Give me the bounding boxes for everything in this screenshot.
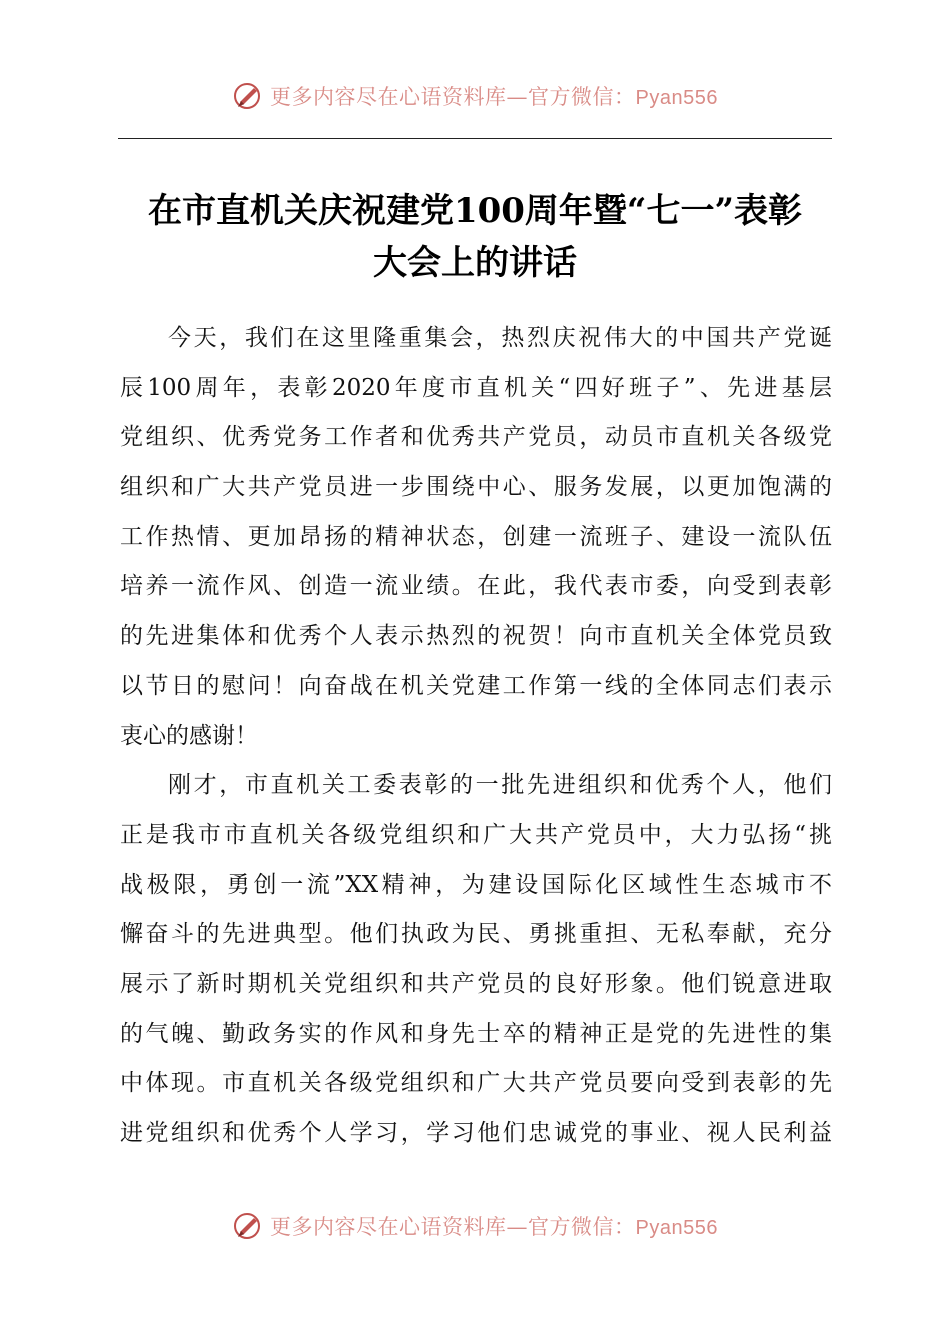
text-line: 正是我市市直机关各级党组织和广大共产党员中，大力弘扬“挑 [120, 821, 832, 848]
text-line: 辰100周年，表彰2020年度市直机关“四好班子”、先进基层 [120, 374, 832, 401]
wechat-id: Pyan556 [635, 87, 718, 109]
watermark-text: 更多内容尽在心语资料库—官方微信：Pyan556 [270, 1215, 718, 1239]
pen-logo-icon [232, 1210, 264, 1242]
header-divider [118, 138, 832, 139]
text-line: 衷心的感谢！ [120, 722, 258, 749]
text-line: 战极限，勇创一流”XX精神，为建设国际化区域性生态城市不 [120, 871, 832, 898]
footer-watermark [0, 1210, 950, 1242]
pen-logo-icon [232, 80, 264, 112]
text-line: 今天，我们在这里隆重集会，热烈庆祝伟大的中国共产党诞 [168, 325, 832, 351]
text-line: 的气魄、勤政务实的作风和身先士卒的精神正是党的先进性的集 [120, 1020, 832, 1047]
text-line: 组织和广大共产党员进一步围绕中心、服务发展，以更加饱满的 [120, 474, 832, 501]
title-line: 在市直机关庆祝建党100周年暨“七一”表彰 [147, 191, 803, 231]
text-line: 以节日的慰问！向奋战在机关党建工作第一线的全体同志们表示 [120, 672, 832, 699]
title-line: 大会上的讲话 [373, 243, 577, 283]
text-line: 进党组织和优秀个人学习，学习他们忠诚党的事业、视人民利益 [120, 1120, 832, 1146]
watermark-text: 更多内容尽在心语资料库—官方微信：Pyan556 [270, 85, 718, 109]
text-line: 中体现。市直机关各级党组织和广大共产党员要向受到表彰的先 [120, 1070, 832, 1097]
text-line: 展示了新时期机关党组织和共产党员的良好形象。他们锐意进取 [120, 970, 832, 997]
text-line: 党组织、优秀党务工作者和优秀共产党员，动员市直机关各级党 [120, 424, 832, 451]
text-line: 的先进集体和优秀个人表示热烈的祝贺！向市直机关全体党员致 [120, 623, 832, 650]
document-body [120, 314, 832, 1159]
header-watermark [0, 80, 950, 112]
text-line: 懈奋斗的先进典型。他们执政为民、勇挑重担、无私奉献，充分 [120, 921, 832, 948]
page-title [118, 185, 832, 289]
wechat-id: Pyan556 [635, 1217, 718, 1239]
text-line: 培养一流作风、创造一流业绩。在此，我代表市委，向受到表彰 [120, 573, 832, 600]
text-line: 刚才，市直机关工委表彰的一批先进组织和优秀个人，他们 [168, 772, 832, 799]
text-line: 工作热情、更加昂扬的精神状态，创建一流班子、建设一流队伍 [120, 523, 832, 550]
